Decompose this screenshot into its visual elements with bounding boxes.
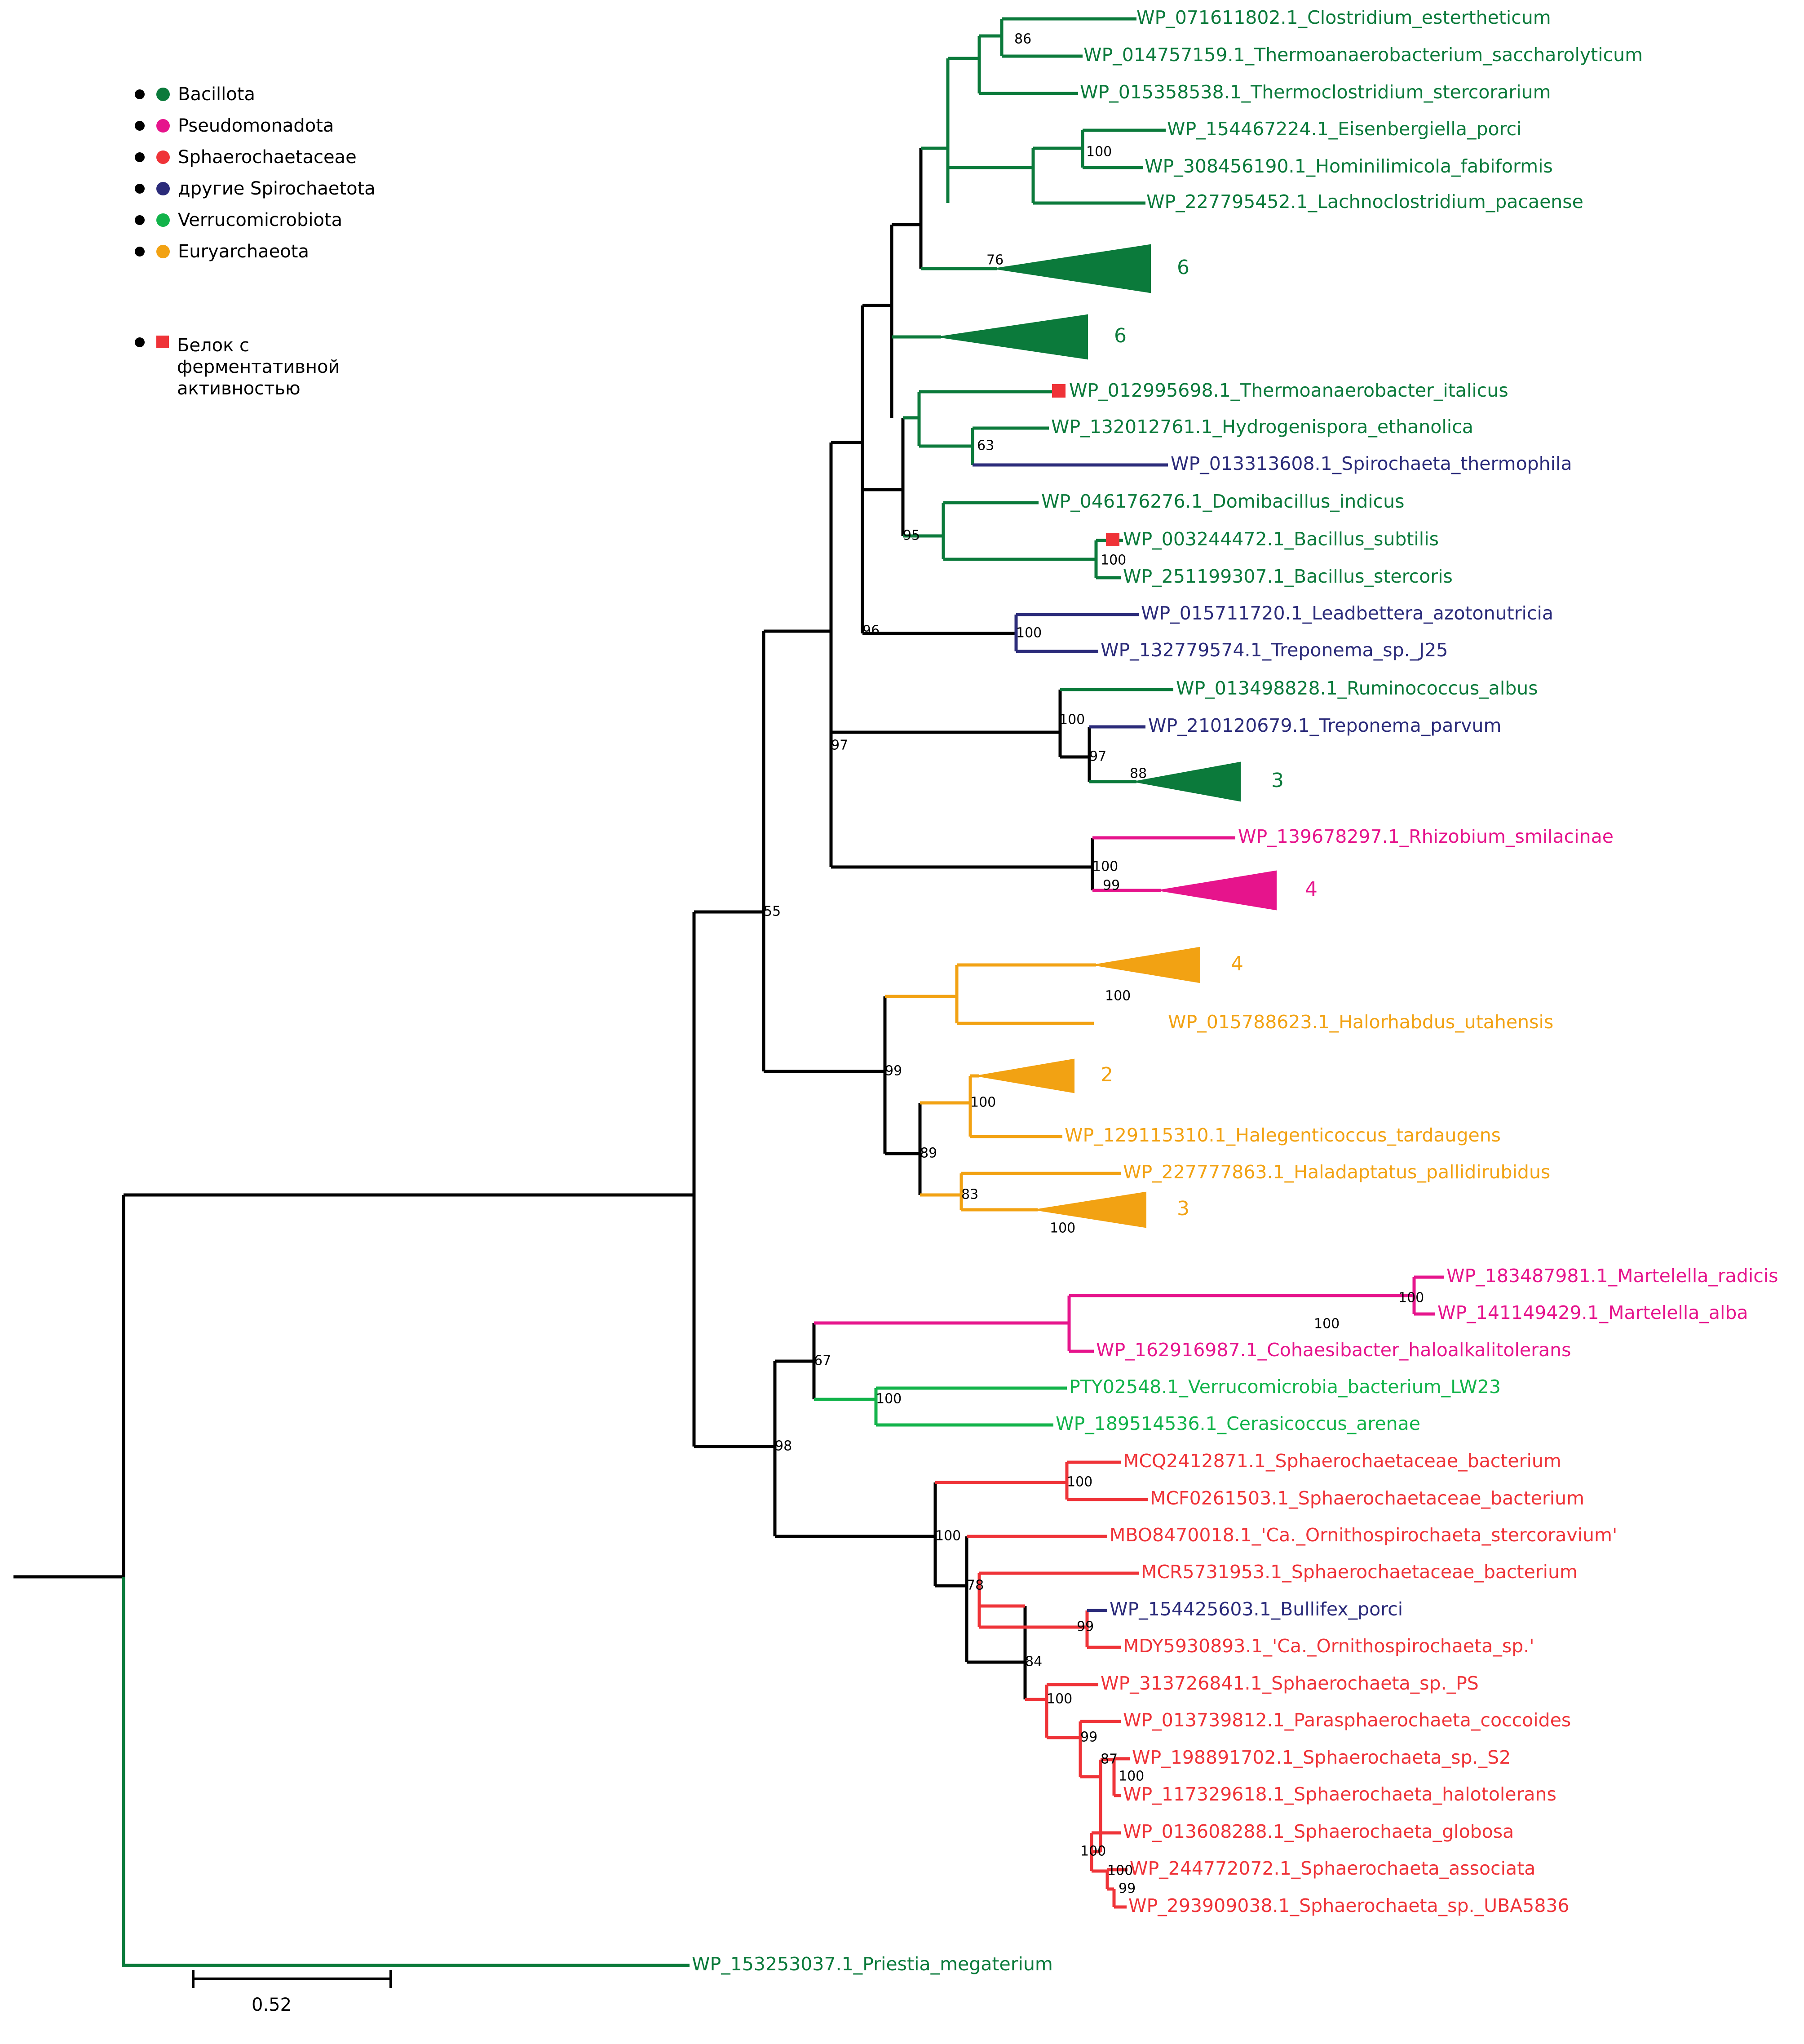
- tip-label: MCF0261503.1_Sphaerochaetaceae_bacterium: [1150, 1487, 1585, 1509]
- scale-bar: [193, 1970, 391, 1988]
- support-value: 100: [1398, 1290, 1424, 1306]
- legend-enzyme-line-1: Белок с: [177, 335, 249, 356]
- support-value: 84: [1025, 1654, 1043, 1670]
- enzyme-square-icon: [156, 336, 169, 348]
- bullet-dot-icon: [135, 184, 145, 194]
- support-value: 100: [1119, 1768, 1145, 1784]
- collapsed-clade-count: 6: [1114, 324, 1127, 347]
- tip-label: WP_227777863.1_Haladaptatus_pallidirubidus: [1123, 1161, 1551, 1183]
- support-value: 95: [903, 527, 920, 544]
- scale-bar-label: 0.52: [252, 1995, 292, 2015]
- collapsed-clade-count: 3: [1177, 1197, 1189, 1220]
- legend-enzyme-line-3: активностью: [177, 378, 301, 399]
- support-value: 97: [1089, 748, 1107, 765]
- tip-label: MBO8470018.1_'Ca._Ornithospirochaeta_stercoravium': [1110, 1524, 1618, 1546]
- bullet-dot-icon: [135, 152, 145, 162]
- support-value: 98: [775, 1438, 792, 1454]
- color-swatch-icon: [156, 245, 170, 258]
- collapsed-clade-count: 4: [1231, 952, 1243, 975]
- tip-label: WP_293909038.1_Sphaerochaeta_sp._UBA5836: [1128, 1895, 1570, 1916]
- legend-enzyme-label: [177, 335, 340, 399]
- tip-label: WP_015788623.1_Halorhabdus_utahensis: [1168, 1011, 1554, 1033]
- collapsed-clade-triangle: [1096, 948, 1199, 982]
- tip-label: WP_013608288.1_Sphaerochaeta_globosa: [1123, 1821, 1514, 1842]
- support-value: 67: [814, 1353, 831, 1369]
- legend-item: [135, 79, 449, 110]
- tip-label: MDY5930893.1_'Ca._Ornithospirochaeta_sp.': [1123, 1635, 1534, 1657]
- support-value: 100: [1086, 144, 1112, 160]
- support-value: 63: [977, 438, 995, 454]
- collapsed-clade-triangle: [1136, 763, 1240, 801]
- legend-enzyme-note: [135, 335, 476, 399]
- support-value: 100: [1105, 988, 1131, 1004]
- enzyme-square-icon: [1106, 533, 1119, 546]
- support-value: 99: [1080, 1729, 1098, 1745]
- color-swatch-icon: [156, 119, 170, 133]
- support-value: 100: [1059, 712, 1085, 728]
- bullet-dot-icon: [135, 215, 145, 225]
- tip-label: WP_132779574.1_Treponema_sp._J25: [1101, 639, 1448, 661]
- support-value: 100: [1101, 552, 1127, 568]
- tip-labels: [692, 7, 1778, 1975]
- support-value: 99: [885, 1063, 902, 1079]
- bullet-dot-icon: [135, 121, 145, 131]
- support-value: 86: [1014, 31, 1032, 47]
- collapsed-clade-triangle: [997, 245, 1150, 292]
- tip-label: WP_132012761.1_Hydrogenispora_ethanolica: [1051, 416, 1473, 438]
- legend-item-label: другие Spirochaetota: [178, 178, 376, 199]
- color-swatch-icon: [156, 150, 170, 164]
- tip-label: WP_129115310.1_Halegenticoccus_tardaugens: [1065, 1124, 1501, 1146]
- legend-item-label: Verrucomicrobiota: [178, 210, 343, 230]
- tip-label: WP_227795452.1_Lachnoclostridium_pacaense: [1146, 191, 1583, 212]
- support-value: 87: [1101, 1751, 1118, 1767]
- tip-label: PTY02548.1_Verrucomicrobia_bacterium_LW23: [1069, 1376, 1501, 1398]
- support-value: 83: [961, 1186, 979, 1203]
- tip-label: WP_189514536.1_Cerasicoccus_arenae: [1056, 1413, 1420, 1434]
- color-swatch-icon: [156, 213, 170, 227]
- legend-item: [135, 142, 449, 173]
- tip-label: WP_313726841.1_Sphaerochaeta_sp._PS: [1101, 1672, 1479, 1694]
- tip-label: WP_003244472.1_Bacillus_subtilis: [1123, 528, 1439, 550]
- support-value: 88: [1130, 765, 1147, 782]
- legend-item-label: Bacillota: [178, 84, 255, 105]
- tip-label: WP_014757159.1_Thermoanaerobacterium_saccharolyticum: [1083, 44, 1643, 66]
- bullet-dot-icon: [135, 89, 145, 99]
- enzyme-square-icon: [1052, 384, 1066, 398]
- support-value: 97: [831, 737, 849, 753]
- support-value: 100: [876, 1391, 902, 1407]
- support-value: 100: [970, 1094, 996, 1110]
- support-value: 100: [1050, 1220, 1076, 1236]
- support-value: 100: [1107, 1863, 1133, 1879]
- collapsed-clade-triangle: [941, 315, 1087, 358]
- tip-label: WP_013313608.1_Spirochaeta_thermophila: [1171, 453, 1572, 474]
- support-value: 99: [1077, 1619, 1094, 1635]
- color-swatch-icon: [156, 182, 170, 195]
- collapsed-clade-count: 2: [1101, 1063, 1113, 1086]
- legend-item-label: Sphaerochaetaceae: [178, 147, 357, 168]
- tip-label: MCQ2412871.1_Sphaerochaetaceae_bacterium: [1123, 1450, 1561, 1472]
- support-value: 100: [1016, 625, 1042, 641]
- tip-label: WP_012995698.1_Thermoanaerobacter_italicus: [1069, 380, 1508, 401]
- collapsed-clade-count: 3: [1271, 769, 1284, 792]
- support-value: 100: [1080, 1843, 1106, 1859]
- bullet-dot-icon: [135, 337, 145, 347]
- tip-label: WP_251199307.1_Bacillus_stercoris: [1123, 566, 1453, 587]
- legend-item: [135, 110, 449, 142]
- collapsed-clade-count: 6: [1177, 256, 1189, 279]
- support-value: 100: [935, 1528, 961, 1544]
- tip-label: WP_154467224.1_Eisenbergiella_porci: [1167, 118, 1522, 140]
- tip-label: MCR5731953.1_Sphaerochaetaceae_bacterium: [1141, 1561, 1578, 1583]
- support-value: 99: [1103, 877, 1120, 894]
- legend-enzyme-line-2: ферментативной: [177, 357, 340, 377]
- support-value: 55: [764, 903, 781, 920]
- legend-item-label: Pseudomonadota: [178, 115, 334, 136]
- legend: [135, 79, 449, 267]
- tip-label: WP_071611802.1_Clostridium_estertheticum: [1136, 7, 1551, 28]
- legend-item: [135, 173, 449, 204]
- tip-label: WP_015358538.1_Thermoclostridium_stercorarium: [1080, 81, 1551, 103]
- tip-label: WP_141149429.1_Martelella_alba: [1437, 1302, 1748, 1323]
- tip-label: WP_015711720.1_Leadbettera_azotonutricia: [1141, 602, 1553, 624]
- tip-label: WP_013498828.1_Ruminococcus_albus: [1176, 677, 1538, 699]
- tip-label: WP_153253037.1_Priestia_megaterium: [692, 1953, 1053, 1975]
- support-value: 100: [1067, 1474, 1093, 1490]
- collapsed-clade-triangle: [1161, 872, 1276, 909]
- tip-label: WP_183487981.1_Martelella_radicis: [1446, 1265, 1778, 1287]
- bullet-dot-icon: [135, 247, 145, 257]
- tip-label: WP_013739812.1_Parasphaerochaeta_coccoides: [1123, 1709, 1571, 1731]
- tip-label: WP_308456190.1_Hominilimicola_fabiformis: [1145, 155, 1553, 177]
- tip-label: WP_210120679.1_Treponema_parvum: [1148, 715, 1502, 736]
- legend-item-label: Euryarchaeota: [178, 241, 309, 262]
- support-value: 100: [1047, 1691, 1073, 1707]
- tip-label: WP_162916987.1_Cohaesibacter_haloalkalitolerans: [1096, 1339, 1571, 1361]
- support-value: 89: [920, 1145, 937, 1161]
- support-value: 78: [967, 1577, 984, 1593]
- collapsed-clade-triangle: [979, 1060, 1074, 1092]
- tip-label: WP_244772072.1_Sphaerochaeta_associata: [1130, 1858, 1536, 1879]
- color-swatch-icon: [156, 88, 170, 101]
- legend-item: [135, 236, 449, 267]
- collapsed-clade-count: 4: [1305, 878, 1318, 901]
- support-value: 96: [862, 623, 880, 639]
- support-value: 76: [986, 252, 1004, 268]
- tip-label: WP_117329618.1_Sphaerochaeta_halotolerans: [1123, 1783, 1556, 1805]
- support-value: 99: [1119, 1880, 1136, 1897]
- legend-item: [135, 204, 449, 236]
- tip-label: WP_139678297.1_Rhizobium_smilacinae: [1238, 826, 1614, 847]
- tip-label: WP_154425603.1_Bullifex_porci: [1110, 1598, 1403, 1620]
- support-value: 100: [1314, 1316, 1340, 1332]
- tip-label: WP_198891702.1_Sphaerochaeta_sp._S2: [1132, 1747, 1511, 1768]
- support-value: 100: [1092, 858, 1119, 875]
- tip-label: WP_046176276.1_Domibacillus_indicus: [1041, 491, 1405, 512]
